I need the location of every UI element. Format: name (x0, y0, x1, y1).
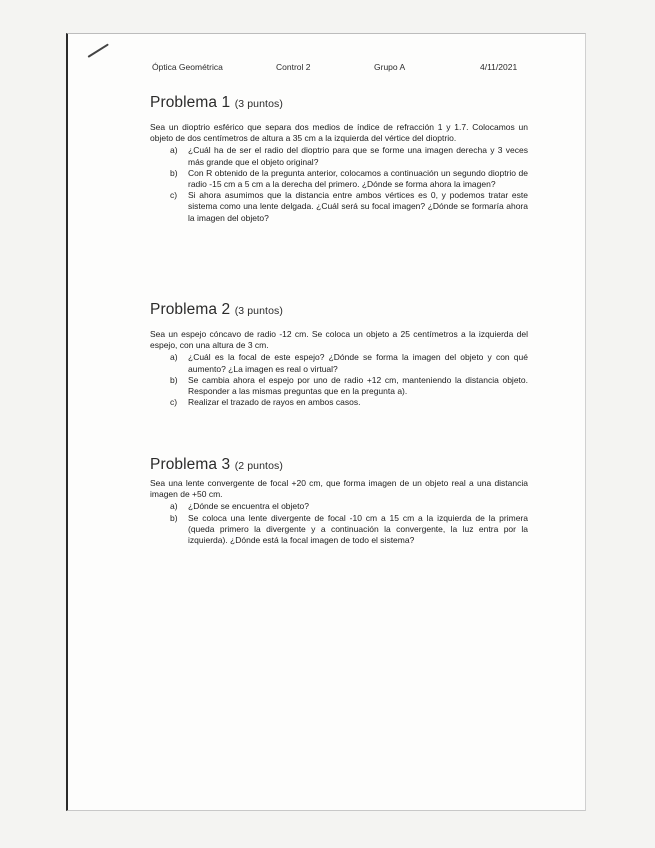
question-item (170, 145, 528, 167)
question-item (170, 168, 528, 190)
question-text: ¿Cuál ha de ser el radio del dioptrio para que se forme una imagen derecha y 3 veces más grande que el objeto original? (188, 145, 528, 167)
problem-title (150, 94, 528, 112)
problem-title (150, 456, 528, 474)
question-marker: b) (170, 512, 178, 523)
header-control: Control 2 (276, 62, 311, 72)
question-text: Si ahora asumimos que la distancia entre ambos vértices es 0, y podemos tratar este sistema como una lente delgada. ¿Cuál será su focal imagen? ¿Dónde se formaría ahora la imagen del objeto? (188, 190, 528, 223)
question-marker: a) (170, 501, 178, 512)
question-marker: a) (170, 352, 178, 363)
question-item (170, 513, 528, 547)
problem-statement: Sea una lente convergente de focal +20 cm, que forma imagen de un objeto real a una distancia imagen de +50 cm. (150, 478, 528, 500)
question-text: Con R obtenido de la pregunta anterior, colocamos a continuación un segundo dioptrio de radio -15 cm a 5 cm a la derecha del primero. ¿Dónde se forma ahora la imagen? (188, 167, 528, 190)
question-item (170, 352, 528, 374)
question-list (150, 145, 528, 223)
question-item (170, 501, 528, 512)
question-marker: b) (170, 374, 178, 385)
problem-title (150, 301, 528, 319)
problem-title-text: Problema 1 (150, 94, 231, 111)
problem-3 (150, 456, 528, 546)
question-marker: c) (170, 190, 178, 201)
problem-points: (2 puntos) (234, 460, 283, 472)
problem-title-text: Problema 2 (150, 301, 231, 318)
exam-sheet (66, 33, 586, 811)
question-text: Se cambia ahora el espejo por uno de radio +12 cm, manteniendo la distancia objeto. Responder a las mismas preguntas que en la pregunta a). (188, 374, 528, 397)
problem-points: (3 puntos) (234, 98, 283, 110)
problem-statement: Sea un espejo cóncavo de radio -12 cm. Se coloca un objeto a 25 centímetros a la izquierda del espejo, con una altura de 3 cm. (150, 329, 528, 351)
exam-header (68, 62, 585, 76)
problem-2 (150, 301, 528, 408)
question-marker: c) (170, 397, 178, 408)
header-date: 4/11/2021 (480, 62, 518, 72)
question-item (170, 375, 528, 397)
question-text: ¿Cuál es la focal de este espejo? ¿Dónde se forma la imagen del objeto y con qué aumento? ¿La imagen es real o virtual? (188, 352, 528, 374)
question-item (170, 190, 528, 224)
pen-mark (87, 43, 108, 57)
question-text: Se coloca una lente divergente de focal -10 cm a 15 cm a la izquierda de la primera (queda primero la divergente y a continuación la convergente, la luz entra por la izquierda). ¿Dónde está la focal imagen de todo el sistema? (188, 512, 528, 546)
question-marker: a) (170, 145, 178, 156)
question-marker: b) (170, 167, 178, 178)
problem-points: (3 puntos) (234, 305, 283, 317)
question-list (150, 352, 528, 408)
question-text: Realizar el trazado de rayos en ambos casos. (188, 397, 361, 408)
question-list (150, 501, 528, 546)
problem-statement: Sea un dioptrio esférico que separa dos medios de índice de refracción 1 y 1.7. Colocamos un objeto de dos centímetros de altura a 35 cm a la izquierda del vértice del dioptrio. (150, 122, 528, 144)
header-subject: Óptica Geométrica (152, 62, 223, 72)
question-item (170, 397, 528, 408)
problem-title-text: Problema 3 (150, 456, 231, 473)
header-group: Grupo A (374, 62, 406, 72)
problem-1 (150, 94, 528, 224)
question-text: ¿Dónde se encuentra el objeto? (188, 501, 309, 512)
